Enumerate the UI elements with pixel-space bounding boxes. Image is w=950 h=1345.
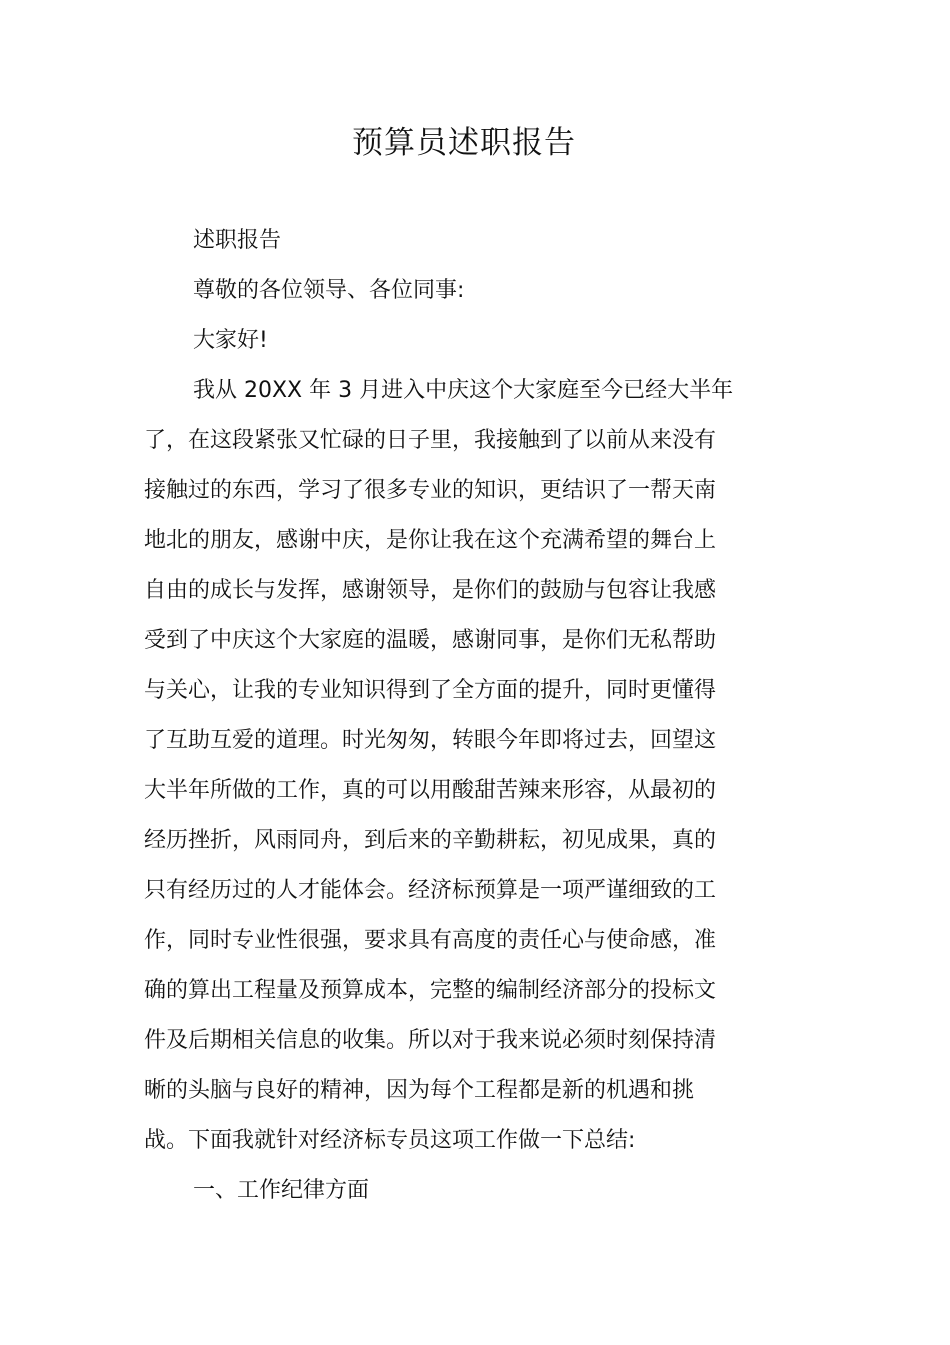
paragraph-line: 作，同时专业性很强，要求具有高度的责任心与使命感，准 [144,928,717,953]
paragraph-line: 件及后期相关信息的收集。所以对于我来说必须时刻保持清 [144,1028,717,1053]
paragraph-line: 我从 20XX 年 3 月进入中庆这个大家庭至今已经大半年 [193,378,734,403]
document-title: 预算员述职报告 [352,125,576,161]
paragraph-line: 只有经历过的人才能体会。经济标预算是一项严谨细致的工 [144,878,717,903]
paragraph-line: 大半年所做的工作，真的可以用酸甜苦辣来形容，从最初的 [144,778,717,803]
paragraph-line: 战。下面我就针对经济标专员这项工作做一下总结: [144,1128,636,1153]
paragraph-line: 经历挫折，风雨同舟，到后来的辛勤耕耘，初见成果，真的 [144,828,717,853]
paragraph-line: 受到了中庆这个大家庭的温暖，感谢同事，是你们无私帮助 [144,628,717,653]
paragraph-line: 与关心，让我的专业知识得到了全方面的提升，同时更懂得 [144,678,717,703]
paragraph-line: 接触过的东西，学习了很多专业的知识，更结识了一帮天南 [144,478,717,503]
paragraph-line: 了，在这段紧张又忙碌的日子里，我接触到了以前从来没有 [144,428,717,453]
paragraph-line: 确的算出工程量及预算成本，完整的编制经济部分的投标文 [144,978,717,1003]
paragraph-line: 晰的头脑与良好的精神，因为每个工程都是新的机遇和挑 [144,1078,695,1103]
report-heading: 述职报告 [193,228,282,253]
paragraph-line: 自由的成长与发挥，感谢领导，是你们的鼓励与包容让我感 [144,578,717,603]
paragraph-line: 了互助互爱的道理。时光匆匆，转眼今年即将过去，回望这 [144,728,717,753]
paragraph-line: 地北的朋友，感谢中庆，是你让我在这个充满希望的舞台上 [144,528,717,553]
section-heading: 一、工作纪律方面 [193,1178,370,1203]
greeting: 大家好! [193,328,268,353]
salutation: 尊敬的各位领导、各位同事: [193,278,465,303]
